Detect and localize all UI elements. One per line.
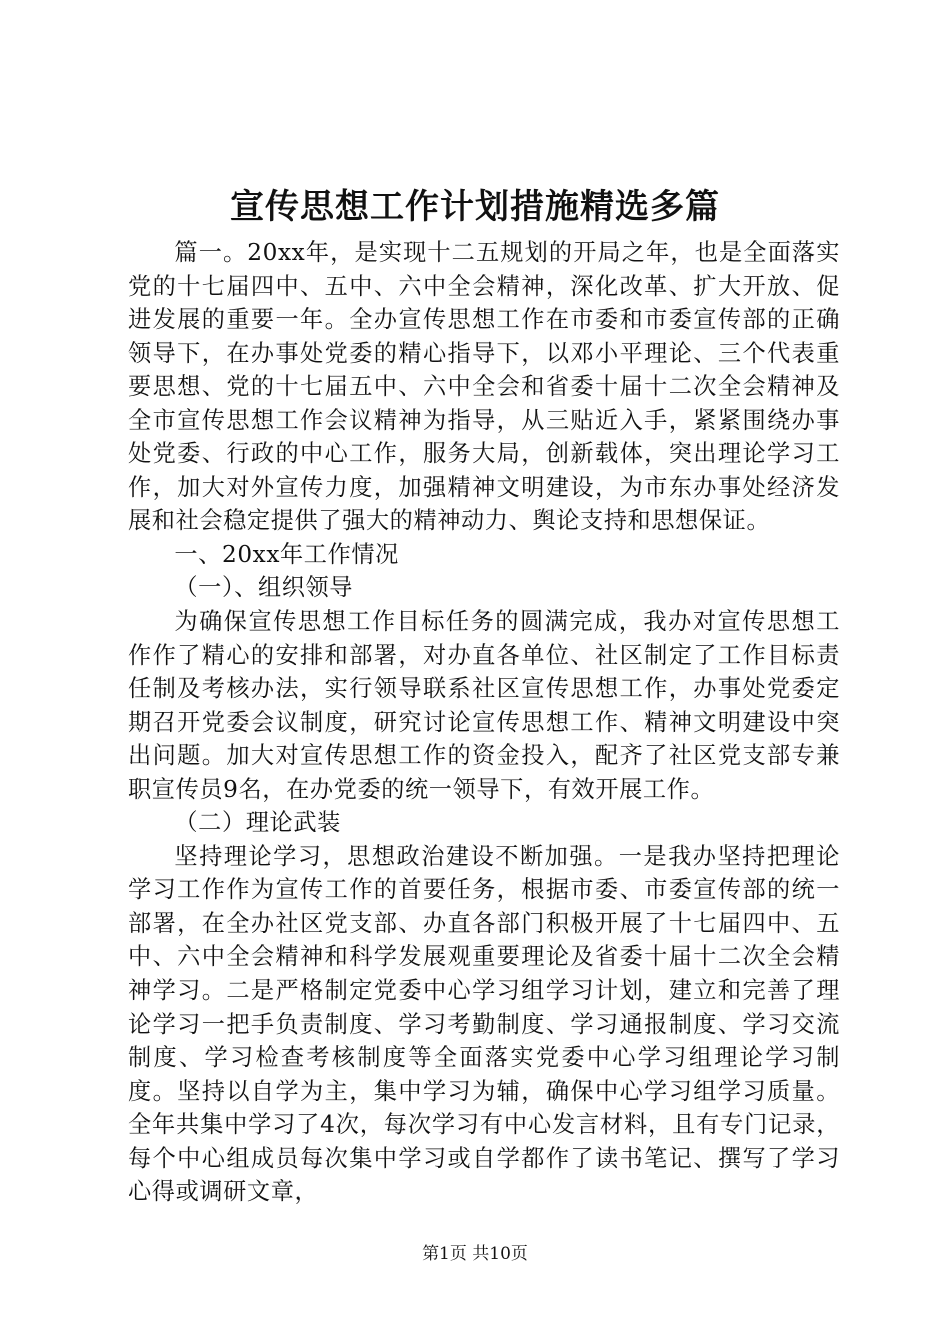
paragraph-intro: 篇一。20xx年，是实现十二五规划的开局之年，也是全面落实党的十七届四中、五中、六中全会精神，深化改革、扩大开放、促进发展的重要一年。全办宣传思想工作在市委和市委宣传部的正确领导下，在办事处党委的精心指导下，以邓小平理论、三个代表重要思想、党的十七届五中、六中全会和省委十届十二次全会精神及全市宣传思想工作会议精神为指导，从三贴近入手，紧紧围绕办事处党委、行政的中心工作，服务大局，创新载体，突出理论学习工作，加大对外宣传力度，加强精神文明建设，为市东办事处经济发展和社会稳定提供了强大的精神动力、舆论支持和思想保证。: [128, 239, 840, 535]
paragraph-organization: 为确保宣传思想工作目标任务的圆满完成，我办对宣传思想工作作了精心的安排和部署，对办直各单位、社区制定了工作目标责任制及考核办法，实行领导联系社区宣传思想工作，办事处党委定期召开党委会议制度，研究讨论宣传思想工作、精神文明建设中突出问题。加大对宣传思想工作的资金投入，配齐了社区党支部专兼职宣传员9名，在办党委的统一领导下，有效开展工作。: [128, 608, 840, 803]
document-body: [128, 236, 840, 1209]
subsection-heading-theory: （二）理论武装: [174, 809, 341, 837]
section-heading-1: 一、20xx年工作情况: [174, 540, 399, 568]
subsection-heading-organization: （一）、组织领导: [174, 574, 354, 602]
document-title: 宣传思想工作计划措施精选多篇: [230, 187, 720, 227]
paragraph-theory: 坚持理论学习，思想政治建设不断加强。一是我办坚持把理论学习工作作为宣传工作的首要任务，根据市委、市委宣传部的统一部署，在全办社区党支部、办直各部门积极开展了十七届四中、五中、六中全会精神和科学发展观重要理论及省委十届十二次全会精神学习。二是严格制定党委中心学习组学习计划，建立和完善了理论学习一把手负责制度、学习考勤制度、学习通报制度、学习交流制度、学习检查考核制度等全面落实党委中心学习组理论学习制度。坚持以自学为主，集中学习为辅，确保中心学习组学习质量。全年共集中学习了4次，每次学习有中心发言材料，且有专门记录，每个中心组成员每次集中学习或自学都作了读书笔记、撰写了学习心得或调研文章，: [128, 842, 840, 1206]
page-footer: 第1页 共10页: [422, 1244, 528, 1264]
